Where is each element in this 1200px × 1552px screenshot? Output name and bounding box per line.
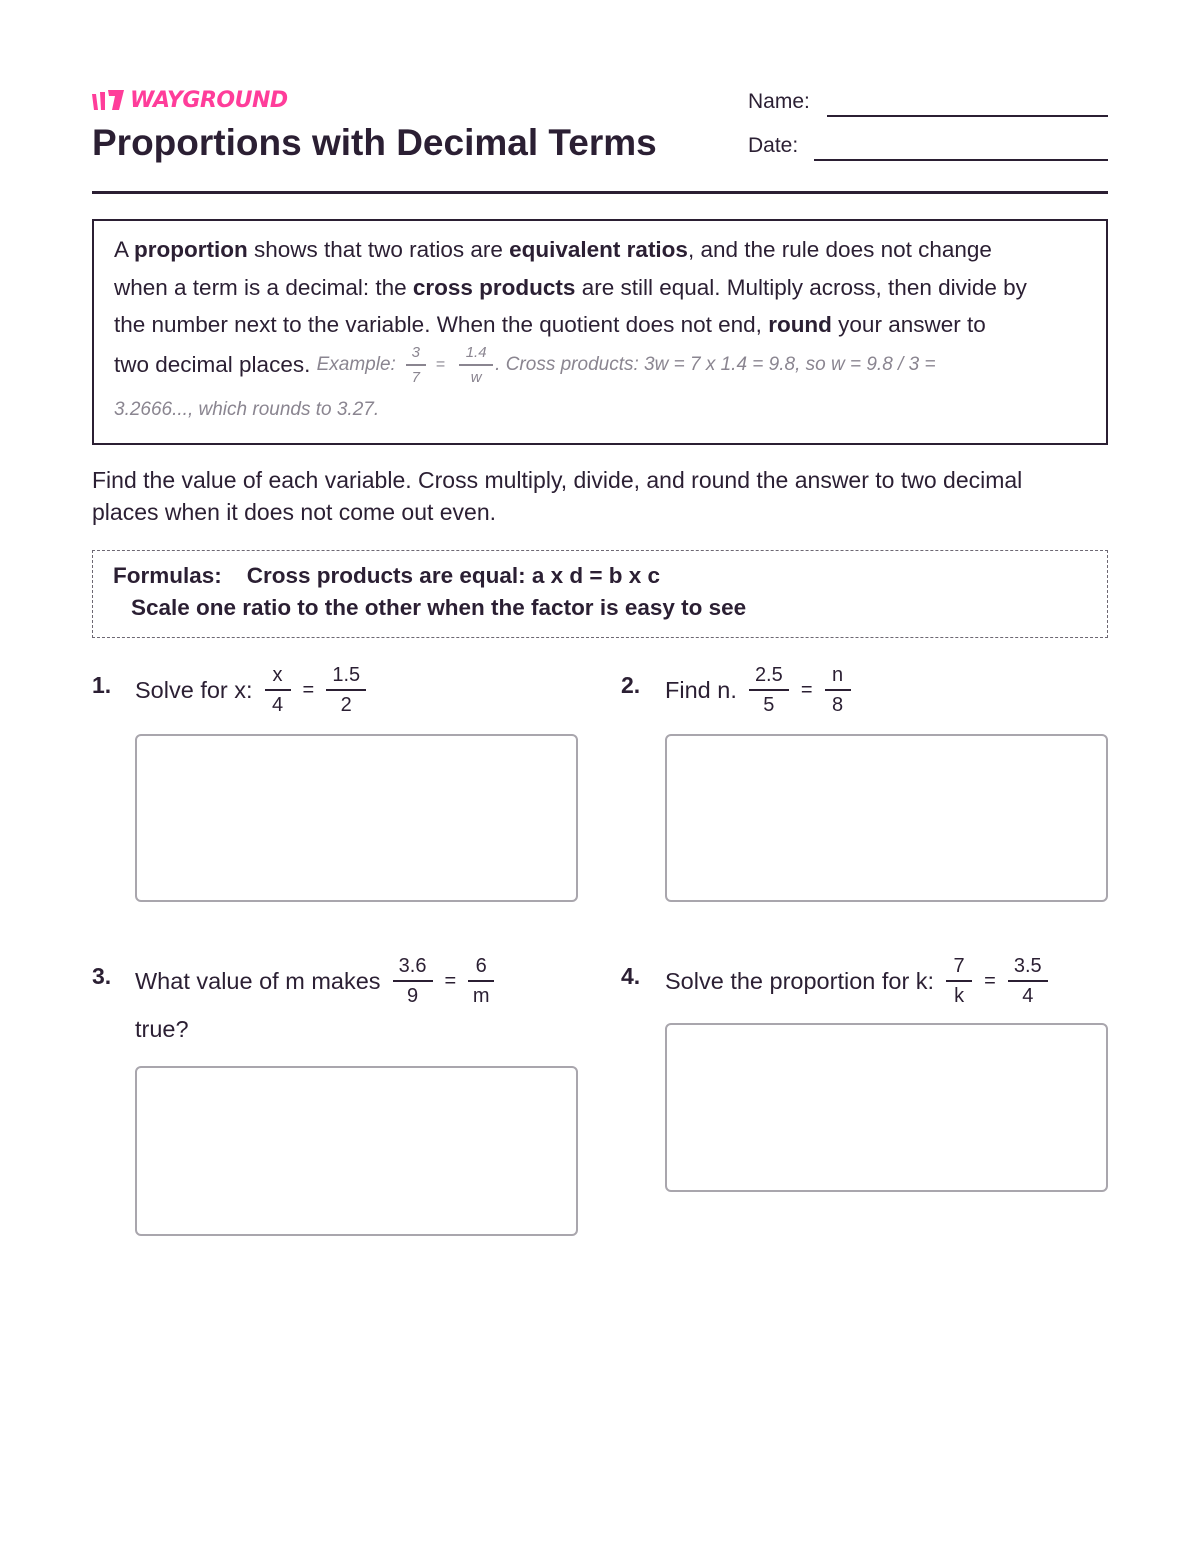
fraction-right: $\frac{n}{8}$ [825,665,851,715]
example-fraction-left: $\frac{3}{7}$ [406,345,426,385]
question-1-text: Solve for x: $\frac{x}{4}$ = $\frac{1.5}{2}$ [135,662,372,718]
fraction-left: $\frac{3.6}{9}$ [393,956,433,1006]
formulas-box [92,550,1108,638]
fraction-right: $\frac{6}{m}$ [468,956,494,1006]
term-equivalent-ratios: equivalent ratios [509,237,688,262]
example-label: Example: [316,353,396,375]
intro-line-4: two decimal places. Example: $\frac{3}{7}$ = $\frac{1.4}{w}$ . Cross products: 3w = 7 x 1.4 = 9.8, so w = 9.8 / 3 = [114,344,936,386]
term-cross-products: cross products [412,275,576,300]
question-number: 1. [92,672,112,698]
example-cross-products: . Cross products: 3w = 7 x 1.4 = 9.8, so w = 9.8 / 3 = [495,353,936,375]
answer-box-2[interactable] [665,734,1108,902]
example-result: 3.2666..., which rounds to 3.27. [114,399,380,420]
header-divider [92,191,1108,194]
question-3-text-continued: true? [135,1016,189,1042]
question-2-text: Find n. $\frac{2.5}{5}$ = $\frac{n}{8}$ [665,662,857,718]
intro-box [92,219,1108,445]
fraction-right: $\frac{1.5}{2}$ [326,665,366,715]
instructions: Find the value of each variable. Cross multiply, divide, and round the answer to two decimal places when it does not come out even. [92,467,1023,525]
name-label: Name: [748,90,810,113]
question-number: 2. [621,672,641,698]
term-proportion: proportion [134,237,248,262]
fraction-left: $\frac{x}{4}$ [265,665,291,715]
term-round: round [768,312,832,337]
answer-box-3[interactable] [135,1066,578,1236]
fraction-left: $\frac{7}{k}$ [946,956,972,1006]
page-title: Proportions with Decimal Terms [92,122,657,163]
formula-scale: Scale one ratio to the other when the factor is easy to see [131,595,747,620]
wayground-logo-icon [92,88,124,112]
intro-line-1: A proportion shows that two ratios are equivalent ratios, and the rule does not change [114,237,992,262]
intro-line-2: when a term is a decimal: the cross products are still equal. Multiply across, then divide by [114,275,1027,300]
name-field[interactable] [827,115,1108,117]
formulas-label: Formulas: [113,563,222,588]
brand-logo [92,86,288,114]
question-number: 3. [92,963,112,989]
formula-line-1 [113,563,660,589]
intro-line-3: the number next to the variable. When the quotient does not end, round your answer to [114,312,986,337]
example-fraction-right: $\frac{1.4}{w}$ [459,345,493,385]
question-3-text: What value of m makes $\frac{3.6}{9}$ = $\frac{6}{m}$ [135,953,500,1009]
fraction-right: $\frac{3.5}{4}$ [1008,956,1048,1006]
question-4-text: Solve the proportion for k: $\frac{7}{k}$ = $\frac{3.5}{4}$ [665,953,1054,1009]
date-field[interactable] [814,159,1108,161]
formula-cross-products: Cross products are equal: a x d = b x c [246,563,661,588]
fraction-left: $\frac{2.5}{5}$ [749,665,789,715]
brand-name: WAYGROUND [130,87,288,113]
answer-box-4[interactable] [665,1023,1108,1192]
question-number: 4. [621,963,641,989]
date-label: Date: [748,134,799,157]
answer-box-1[interactable] [135,734,578,902]
